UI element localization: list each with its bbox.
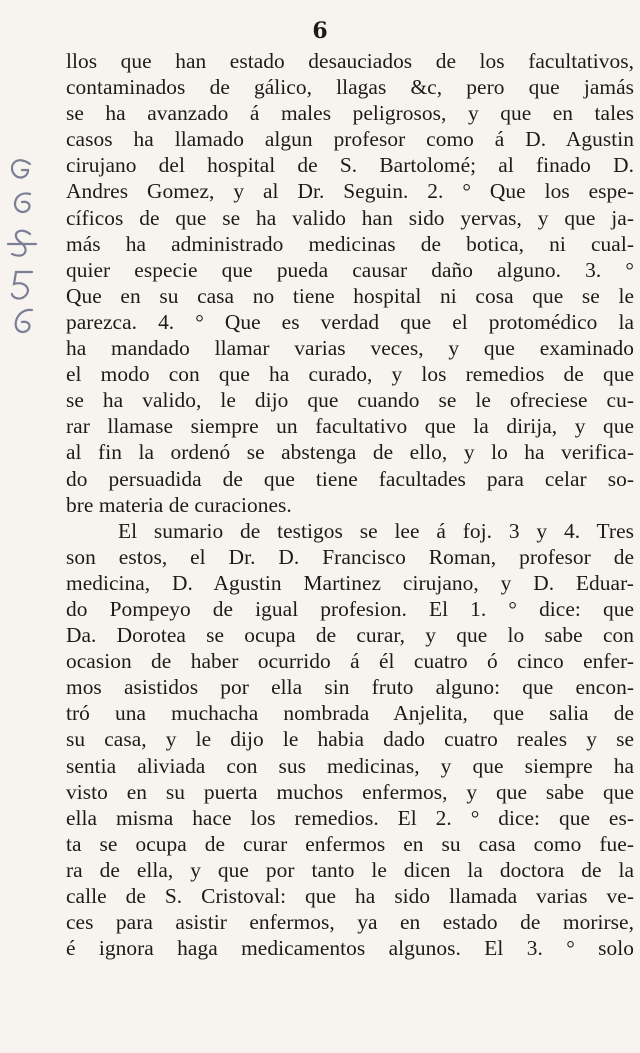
text-line: cirujano del hospital de S. Bartolomé; al finado D.	[66, 153, 634, 178]
margin-handwritten-annotation	[2, 150, 42, 340]
text-line: contaminados de gálico, llagas &c, pero que jamás	[66, 75, 634, 100]
text-line: bre materia de curaciones.	[66, 492, 292, 517]
body-text	[66, 48, 634, 961]
text-line: ces para asistir enfermos, ya en estado de morirse,	[66, 910, 634, 935]
text-line: tró una muchacha nombrada Anjelita, que salia de	[66, 701, 634, 726]
text-line: su casa, y le dijo le habia dado cuatro reales y se	[66, 727, 634, 752]
text-line: son estos, el Dr. D. Francisco Roman, profesor de	[66, 544, 634, 569]
text-line: ella misma hace los remedios. El 2. ° dice: que es-	[66, 805, 634, 830]
text-line: se ha valido, le dijo que cuando se le ofreciese cu-	[66, 388, 634, 413]
text-line: ocasion de haber ocurrido á él cuatro ó cinco enfer-	[66, 649, 634, 674]
text-line: se ha avanzado á males peligrosos, y que en tales	[66, 101, 634, 126]
text-line: ha mandado llamar varias veces, y que examinado	[66, 336, 634, 361]
text-line: é ignora haga medicamentos algunos. El 3. ° solo	[66, 936, 634, 961]
text-line: do Pompeyo de igual profesion. El 1. ° dice: que	[66, 596, 634, 621]
text-line: medicina, D. Agustin Martinez cirujano, y D. Eduar-	[66, 570, 634, 595]
text-line: do persuadida de que tiene facultades para celar so-	[66, 466, 634, 491]
page-number: 6	[312, 18, 328, 44]
text-line: Da. Dorotea se ocupa de curar, y que lo sabe con	[66, 623, 634, 648]
text-line: al fin la ordenó se abstenga de ello, y lo ha verifica-	[66, 440, 634, 465]
text-line: Andres Gomez, y al Dr. Seguin. 2. ° Que los espe-	[66, 179, 634, 204]
text-line: quier especie que pueda causar daño alguno. 3. °	[66, 257, 634, 282]
text-line: El sumario de testigos se lee á foj. 3 y 4. Tres	[118, 518, 634, 543]
text-line: rar llamase siempre un facultativo que la dirija, y que	[66, 414, 634, 439]
text-line: llos que han estado desauciados de los facultativos,	[66, 49, 634, 73]
text-line: Que en su casa no tiene hospital ni cosa que se le	[66, 283, 634, 308]
text-line: ra de ella, y que por tanto le dicen la doctora de la	[66, 857, 634, 882]
text-line: visto en su puerta muchos enfermos, y que sabe que	[66, 779, 634, 804]
text-line: ta se ocupa de curar enfermos en su casa como fue-	[66, 831, 634, 856]
text-line: el modo con que ha curado, y los remedios de que	[66, 362, 634, 387]
text-line: cíficos de que se ha valido han sido yervas, y que ja-	[66, 205, 634, 230]
text-line: más ha administrado medicinas de botica, ni cual-	[66, 231, 634, 256]
text-line: mos asistidos por ella sin fruto alguno: que encon-	[66, 675, 634, 700]
text-line: sentia aliviada con sus medicinas, y que siempre ha	[66, 753, 634, 778]
text-line: calle de S. Cristoval: que ha sido llamada varias ve-	[66, 884, 634, 908]
text-line: casos ha llamado algun profesor como á D. Agustin	[66, 127, 634, 152]
text-line: parezca. 4. ° Que es verdad que el protomédico la	[66, 309, 634, 334]
